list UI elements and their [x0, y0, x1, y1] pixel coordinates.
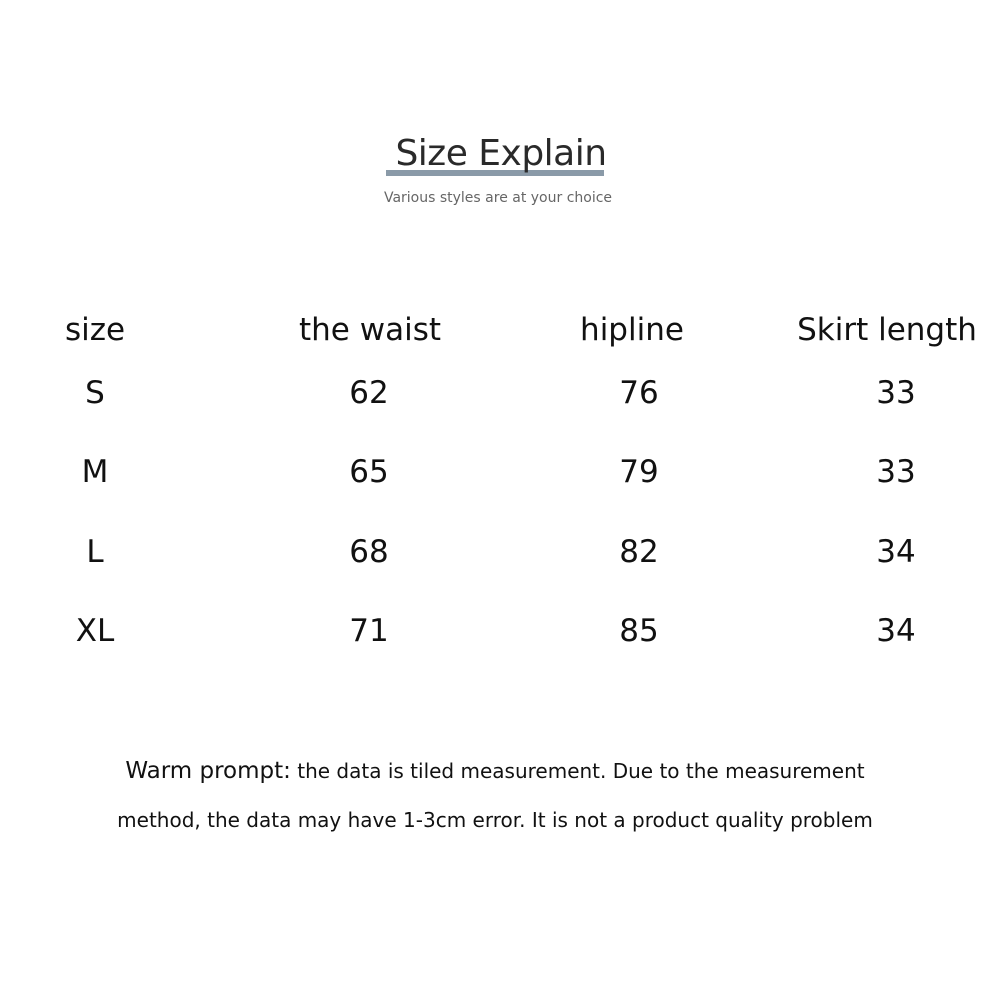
table-cell-hipline: 82 — [619, 534, 659, 570]
title-block — [0, 130, 1002, 178]
note-text-2: method, the data may have 1-3cm error. It is not a product quality problem — [117, 808, 873, 832]
column-header-waist: the waist — [299, 312, 441, 348]
table-cell-size: S — [85, 375, 105, 411]
table-cell-waist: 68 — [349, 534, 389, 570]
page-subtitle: Various styles are at your choice — [383, 190, 613, 206]
table-cell-waist: 71 — [349, 613, 389, 649]
table-cell-size: L — [86, 534, 104, 570]
table-cell-hipline: 85 — [619, 613, 659, 649]
note-text-1: the data is tiled measurement. Due to the measurement — [297, 759, 865, 783]
column-header-size: size — [64, 312, 126, 348]
table-cell-hipline: 79 — [619, 454, 659, 490]
page-title: Size Explain — [395, 133, 607, 174]
column-header-skirt-length: Skirt length — [797, 312, 977, 348]
table-cell-skirt-length: 34 — [876, 613, 916, 649]
note-line-1 — [0, 758, 990, 784]
table-cell-size: M — [81, 454, 109, 490]
table-cell-hipline: 76 — [619, 375, 659, 411]
table-cell-size: XL — [75, 613, 115, 649]
table-cell-waist: 62 — [349, 375, 389, 411]
note-lead: Warm prompt: — [125, 758, 291, 784]
table-cell-skirt-length: 33 — [876, 454, 916, 490]
table-cell-waist: 65 — [349, 454, 389, 490]
table-cell-skirt-length: 33 — [876, 375, 916, 411]
column-header-hipline: hipline — [580, 312, 684, 348]
table-cell-skirt-length: 34 — [876, 534, 916, 570]
note-line-2 — [0, 808, 990, 832]
